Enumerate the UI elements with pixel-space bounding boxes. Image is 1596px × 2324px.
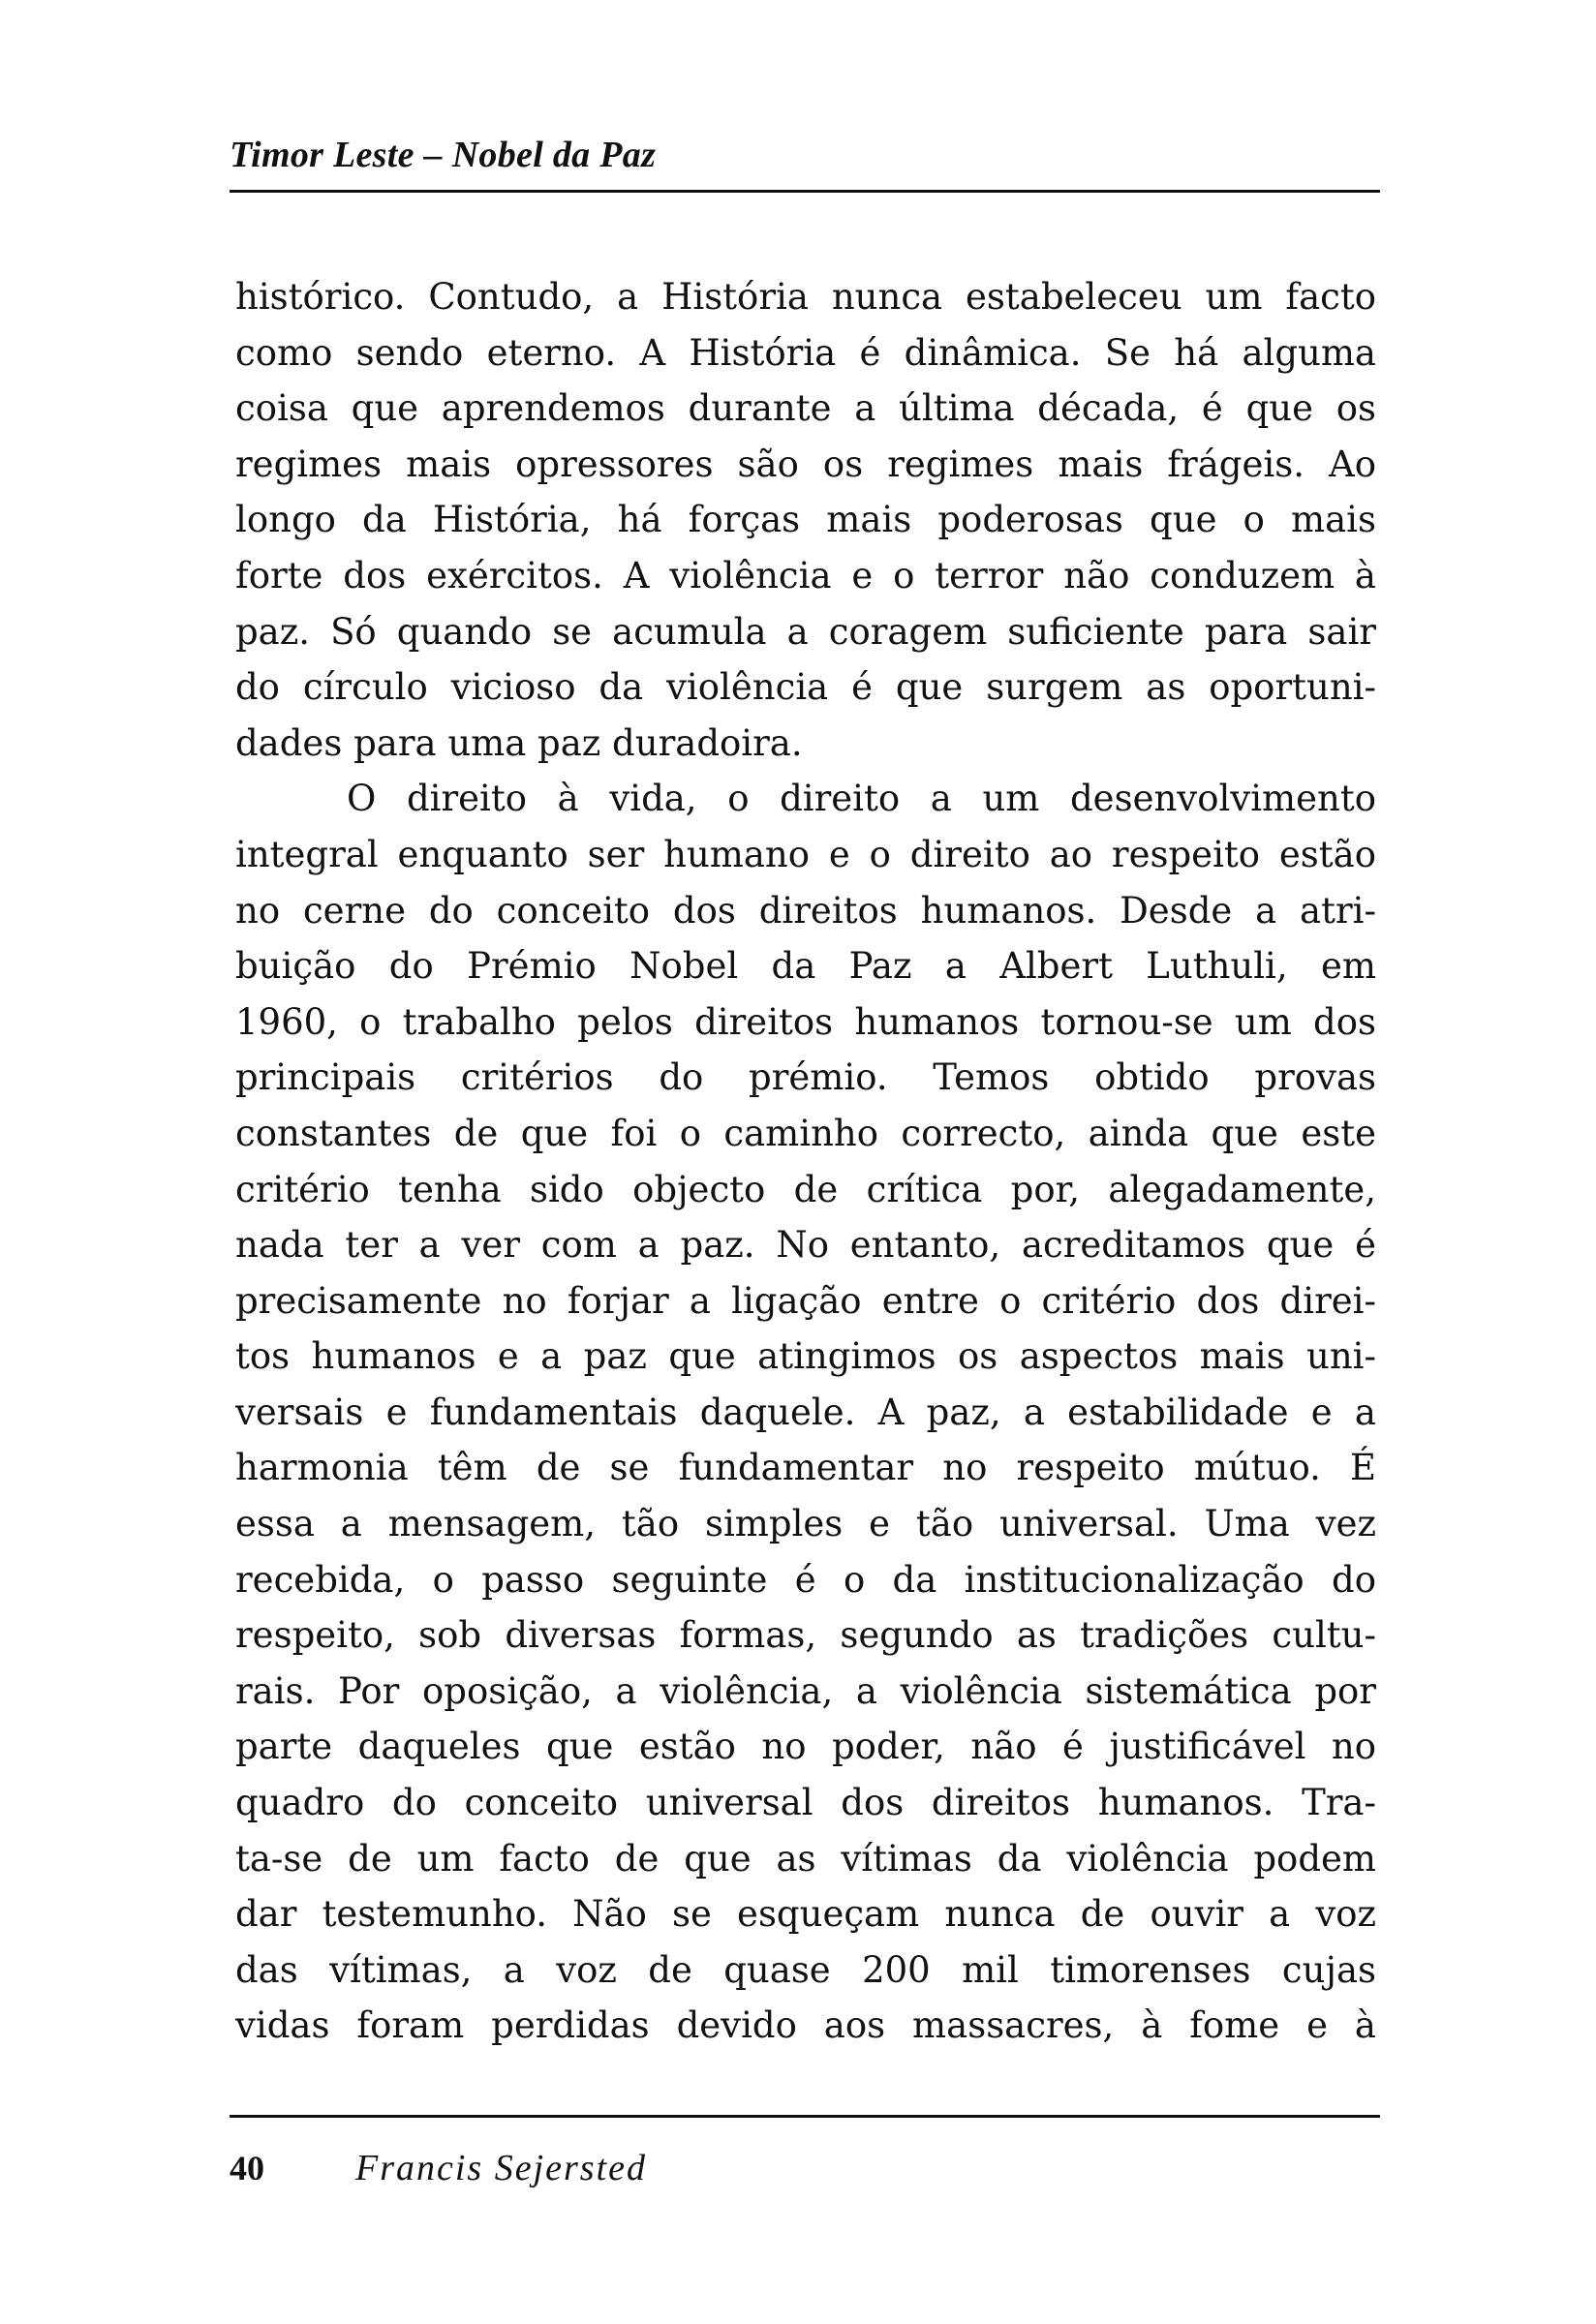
text-line: critério tenha sido objecto de crítica por, alegadamente, (235, 1168, 1376, 1210)
text-line: harmonia têm de se fundamentar no respeito mútuo. É (235, 1447, 1376, 1489)
text-line: parte daqueles que estão no poder, não é justificável no (235, 1726, 1376, 1768)
text-line: longo da História, há forças mais poderosas que o mais (235, 499, 1376, 541)
text-line: coisa que aprendemos durante a última década, é que os (235, 387, 1376, 430)
text-line: tos humanos e a paz que atingimos os aspectos mais uni- (235, 1335, 1376, 1378)
text-line: histórico. Contudo, a História nunca estabeleceu um facto (235, 276, 1376, 318)
text-line: integral enquanto ser humano e o direito ao respeito estão (235, 833, 1376, 875)
text-line: como sendo eterno. A História é dinâmica. Se há alguma (235, 331, 1376, 374)
text-line: ta-se de um facto de que as vítimas da violência podem (235, 1837, 1376, 1880)
footer-rule (230, 2115, 1380, 2118)
text-line: das vítimas, a voz de quase 200 mil timorenses cujas (235, 1948, 1376, 1991)
footer-content (230, 2147, 1380, 2189)
paragraph-first-line: O direito à vida, o direito a um desenvolvimento (347, 778, 1376, 820)
text-line: quadro do conceito universal dos direitos humanos. Tra- (235, 1782, 1376, 1824)
text-line: dades para uma paz duradoira. (235, 721, 803, 764)
author-name: Francis Sejersted (355, 2148, 648, 2188)
page-header (230, 134, 1380, 193)
text-line: versais e fundamentais daquele. A paz, a estabilidade e a (235, 1391, 1376, 1433)
text-line: vidas foram perdidas devido aos massacres, à fome e à (235, 2004, 1376, 2047)
page-number: 40 (230, 2149, 264, 2187)
text-line: dar testemunho. Não se esqueçam nunca de ouvir a voz (235, 1893, 1376, 1936)
text-line: 1960, o trabalho pelos direitos humanos tornou-se um dos (235, 1000, 1376, 1043)
text-line: forte dos exércitos. A violência e o terror não conduzem à (235, 554, 1376, 596)
text-line: rais. Por oposição, a violência, a violência sistemática por (235, 1669, 1376, 1712)
text-line: principais critérios do prémio. Temos obtido provas (235, 1056, 1376, 1099)
text-line: regimes mais opressores são os regimes mais frágeis. Ao (235, 443, 1376, 485)
text-line: no cerne do conceito dos direitos humanos. Desde a atri- (235, 889, 1376, 932)
text-line: buição do Prémio Nobel da Paz a Albert Luthuli, em (235, 945, 1376, 988)
text-line: do círculo vicioso da violência é que surgem as oportuni- (235, 666, 1376, 709)
body-text (235, 269, 1376, 2054)
header-rule (230, 190, 1380, 193)
page-footer (230, 2115, 1380, 2189)
text-line: nada ter a ver com a paz. No entanto, acreditamos que é (235, 1224, 1376, 1267)
text-line: constantes de que foi o caminho correcto, ainda que este (235, 1112, 1376, 1154)
text-line: paz. Só quando se acumula a coragem suficiente para sair (235, 610, 1376, 653)
text-line: respeito, sob diversas formas, segundo as tradições cultu- (235, 1614, 1376, 1657)
text-line: recebida, o passo seguinte é o da institucionalização do (235, 1558, 1376, 1601)
text-line: precisamente no forjar a ligação entre o critério dos direi- (235, 1279, 1376, 1322)
running-title: Timor Leste – Nobel da Paz (230, 135, 657, 175)
text-line: essa a mensagem, tão simples e tão universal. Uma vez (235, 1503, 1376, 1545)
